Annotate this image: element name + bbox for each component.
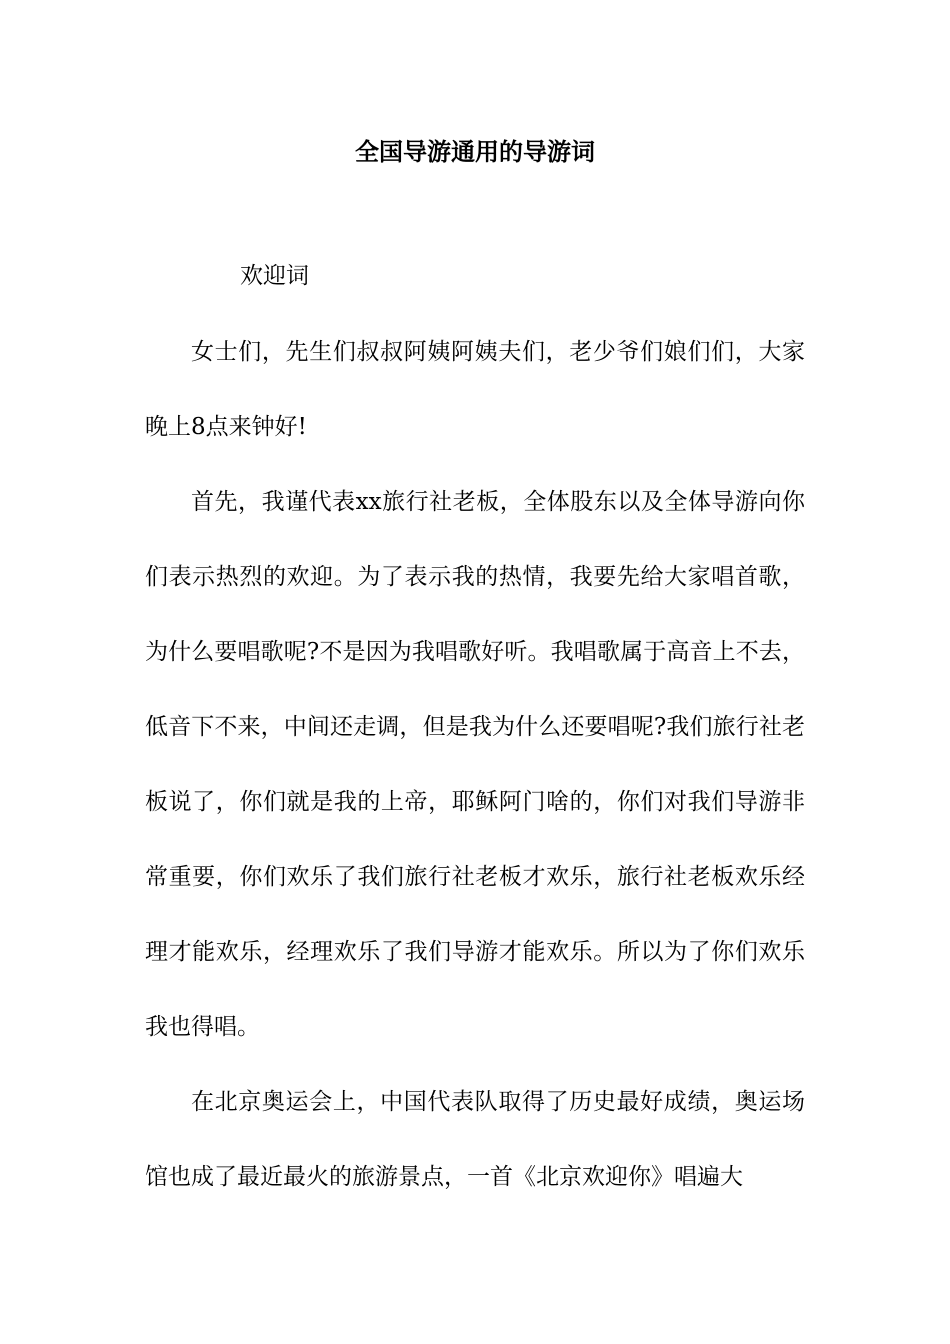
paragraph-greeting: 女士们，先生们叔叔阿姨阿姨夫们，老少爷们娘们们，大家晚上8点来钟好! bbox=[145, 339, 805, 440]
paragraph-olympics: 在北京奥运会上，中国代表队取得了历史最好成绩，奥运场馆也成了最近最火的旅游景点，一首《北京欢迎你》唱遍大 bbox=[145, 1089, 805, 1190]
paragraph-welcome: 首先，我谨代表xx旅行社老板，全体股东以及全体导游向你们表示热烈的欢迎。为了表示我的热情，我要先给大家唱首歌，为什么要唱歌呢?不是因为我唱歌好听。我唱歌属于高音上不去，低音下不来，中间还走调，但是我为什么还要唱呢?我们旅行社老板说了，你们就是我的上帝，耶稣阿门啥的，你们对我们导游非常重要，你们欢乐了我们旅行社老板才欢乐，旅行社老板欢乐经理才能欢乐，经理欢乐了我们导游才能欢乐。所以为了你们欢乐我也得唱。 bbox=[145, 489, 805, 1040]
section-heading: 欢迎词 bbox=[240, 263, 309, 289]
document-title: 全国导游通用的导游词 bbox=[355, 137, 595, 166]
document-body bbox=[145, 315, 805, 1215]
